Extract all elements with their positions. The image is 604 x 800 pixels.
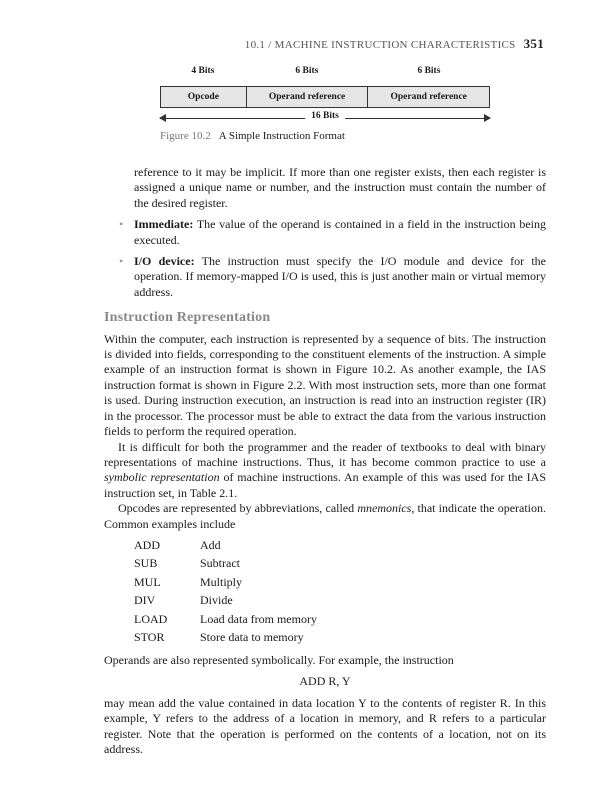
field-operand-reference-1: Operand reference [246,87,368,107]
field-operand-reference-2: Operand reference [367,87,489,107]
bullet-text: The value of the operand is contained in a field in the instruction being executed. [134,217,546,247]
mnemonic: STOR [134,630,165,645]
total-bits-label: 16 Bits [305,111,345,121]
arrow-right-icon [484,114,491,122]
body-text [104,165,546,757]
emphasis: symbolic representation [104,470,220,485]
paragraph-mnemonics [104,501,546,532]
text-span: that indicate the operation. Common examples include [104,501,547,531]
bullet-term: I/O device: [134,254,195,269]
mnemonic-meaning: Add [200,537,221,552]
mnemonics-table [134,538,317,649]
mnemonic: ADD [134,537,160,552]
text-span: It is difficult for both the programmer and the reader of textbooks to deal with binary representations of machine instructions. Thus, it has become common practice to use a [104,439,546,469]
bullet-icon: • [119,217,124,232]
bit-label-operand2: 6 Bits [417,66,441,76]
total-width-arrow [160,110,490,126]
mnemonic-meaning: Store data to memory [200,630,304,645]
paragraph-symbolic [104,440,546,502]
paragraph-operands: Operands are also represented symbolically. For example, the instruction [104,652,454,667]
mnemonic: SUB [134,556,158,571]
figure-number: Figure 10.2 [160,130,211,142]
table-row [134,630,317,649]
table-row [134,556,317,575]
bullet-term: Immediate: [134,217,194,232]
bit-width-labels [160,66,490,80]
field-opcode: Opcode [187,92,219,102]
bullet-io-device [104,254,546,300]
bullet-text: The instruction must specify the I/O module and device for the operation. If memory-mapped I/O is used, this is just another main or virtual memory address. [134,254,546,299]
mnemonic-meaning: Multiply [200,574,243,589]
arrow-left-icon [159,114,166,122]
bullet-immediate [104,217,546,248]
section-heading: Instruction Representation [104,310,271,326]
table-row [134,575,317,594]
mnemonic-meaning: Divide [200,593,233,608]
mnemonic: LOAD [134,611,168,626]
text-span: of machine instructions. An example of this was used for the IAS instruction set, in Table 2.1. [104,470,546,500]
emphasis: mnemonics, [357,501,415,516]
paragraph-representation: Within the computer, each instruction is represented by a sequence of bits. The instruction is divided into fields, corresponding to the constituent elements of the instruction. A simple example of an instruction format is shown in Figure 10.2. As another example, the IAS instruction format is shown in Figure 2.2. With most instruction sets, more than one format is used. During instruction execution, an instruction is read into an instruction register (IR) in the processor. The processor must be able to extract the data from the various instruction fields to perform the required operation. [104,331,546,439]
mnemonic: DIV [134,593,156,608]
table-row [134,593,317,612]
table-row [134,538,317,557]
table-row [134,612,317,631]
mnemonic-meaning: Load data from memory [200,611,317,626]
instruction-format-box [160,86,490,108]
figure-caption [160,130,490,142]
mnemonic: MUL [134,574,161,589]
running-title: 10.1 / MACHINE INSTRUCTION CHARACTERISTICS [244,39,516,51]
page-number: 351 [523,36,544,51]
example-instruction: ADD R, Y [299,674,351,689]
bullet-icon: • [119,254,124,269]
instruction-format-figure [160,66,490,142]
continued-paragraph: reference to it may be implicit. If more than one register exists, then each register is assigned a unique name or number, and the instruction must contain the number of the desired register. [134,165,546,210]
paragraph-explanation: may mean add the value contained in data location Y to the contents of register R. In this example, Y refers to the address of a location in memory, and R refers to a particular register. Note that the operation is performed on the contents of a location, not on its address. [104,695,546,756]
text-span: Opcodes are represented by abbreviations, called [118,501,358,516]
bit-label-opcode: 4 Bits [191,66,215,76]
bit-label-operand1: 6 Bits [295,66,319,76]
running-header [245,36,544,52]
mnemonic-meaning: Subtract [200,556,240,571]
figure-caption-text: A Simple Instruction Format [218,130,345,142]
